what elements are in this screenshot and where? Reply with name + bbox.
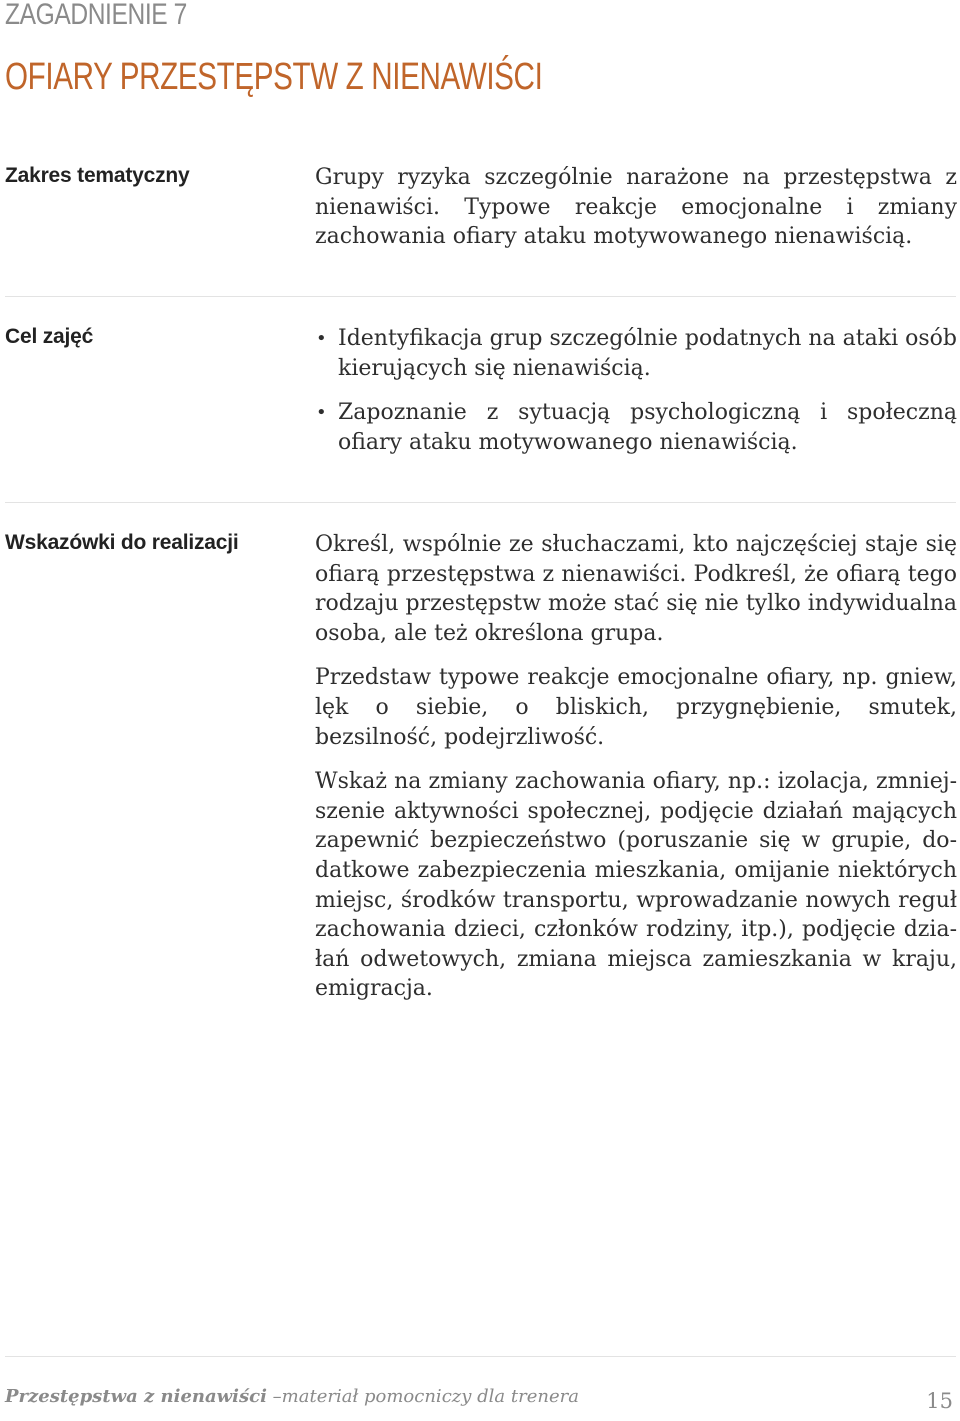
paragraph: Wskaż na zmiany zachowania ofiary, np.: izolacja, zmniejszenie aktywności społecznej, podjęcie działań mających zapewnić bezpieczeństwo (poruszanie się w grupie, dodatkowe zabezpieczenia mieszkania, omijanie niektórych miejsc, środków transportu, wprowadzanie nowych reguł zachowania dzieci, członków rodziny, itp.), podjęcie działań odwetowych, zmiana miejsca zamieszkania w kraju, emigracja. (315, 769, 957, 1002)
section-divider (5, 502, 956, 503)
chapter-kicker: ZAGADNIENIE 7 (5, 0, 187, 31)
section-label-wskazowki: Wskazówki do realizacji (5, 531, 239, 554)
goal-list (315, 324, 957, 457)
section-body-cel (315, 324, 957, 472)
page-number: 15 (926, 1389, 953, 1413)
bullet-icon: • (316, 402, 327, 424)
footer-title-bold: Przestępstwa z nienawiści (5, 1386, 267, 1407)
page-title: OFIARY PRZESTĘPSTW Z NIENAWIŚCI (5, 56, 543, 98)
bullet-icon: • (316, 328, 327, 349)
section-divider (5, 296, 956, 297)
list-item (315, 398, 957, 457)
list-item (315, 324, 957, 383)
footer-title (5, 1386, 579, 1407)
paragraph: Przedstaw typowe reakcje emocjonalne ofiary, np. gniew, lęk o siebie, o bliskich, przygnębienie, smutek, bezsilność, podejrzliwość. (315, 665, 957, 750)
list-item-text: Zapoznanie z sytuacją psychologiczną i społeczną ofiary ataku motywowanego nienawiścią. (338, 400, 957, 455)
section-body-wskazowki (315, 530, 957, 1019)
paragraph: Grupy ryzyka szczególnie narażone na przestępstwa z nienawiści. Typowe reakcje emocjonalne i zmiany zachowania ofiary ataku motywowanego nienawiścią. (315, 165, 957, 250)
section-label-zakres: Zakres tematyczny (5, 164, 190, 187)
section-body-zakres (315, 163, 957, 267)
footer-divider (5, 1356, 956, 1357)
list-item-text: Identyfikacja grup szczególnie podatnych na ataki osób kierujących się nienawiścią. (338, 326, 957, 381)
footer-title-rest: –materiał pomocniczy dla trenera (266, 1386, 579, 1407)
section-label-cel: Cel zajęć (5, 325, 94, 348)
paragraph: Określ, wspólnie ze słuchaczami, kto najczęściej staje się ofiarą przestępstwa z nienawiści. Podkreśl, że ofiarą tego rodzaju przestępstw może stać się nie tylko indywidualna osoba, ale też określona grupa. (315, 532, 957, 646)
